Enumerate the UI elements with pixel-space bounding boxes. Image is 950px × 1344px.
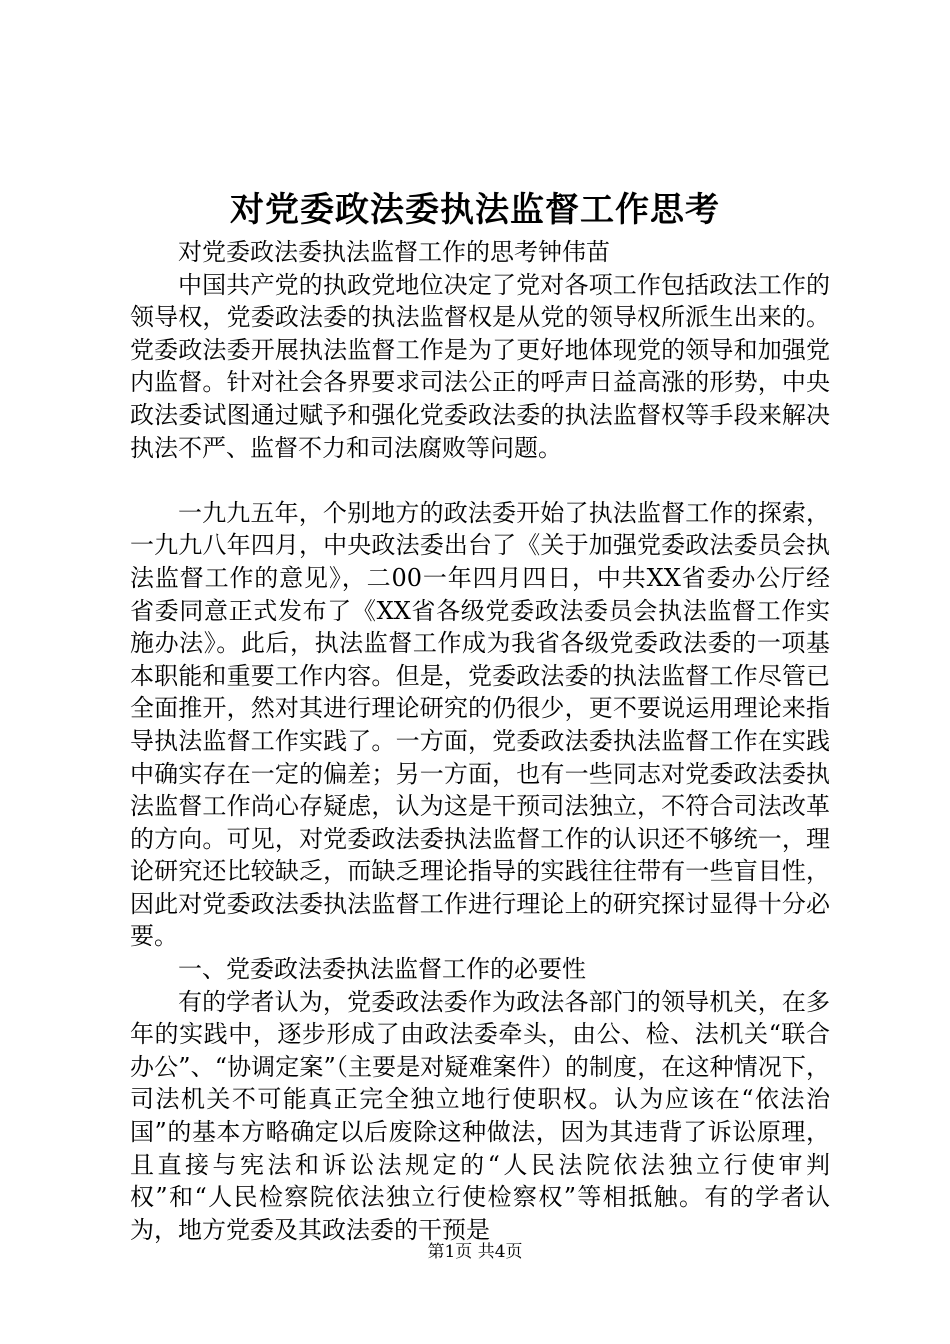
paragraph-scholars: 有的学者认为，党委政法委作为政法各部门的领导机关，在多年的实践中，逐步形成了由政法委牵头，由公、检、法机关“联合办公”、“协调定案”（主要是对疑难案件）的制度，在这种情况下，司法机关不可能真正完全独立地行使职权。认为应该在“依法治国”的基本方略确定以后废除这种做法，因为其违背了诉讼原理，且直接与宪法和诉讼法规定的“人民法院依法独立行使审判权”和“人民检察院依法独立行使检察权”等相抵触。有的学者认为，地方党委及其政法委的干预是 bbox=[130, 987, 830, 1244]
author-line: 对党委政法委执法监督工作的思考钟伟苗 bbox=[178, 238, 610, 266]
document-title: 对党委政法委执法监督工作思考 bbox=[230, 190, 720, 230]
paragraph-history: 一九九五年，个别地方的政法委开始了执法监督工作的探索，一九九八年四月，中央政法委出台了《关于加强党委政法委员会执法监督工作的意见》，二00一年四月四日，中共XX省委办公厅经省委同意正式发布了《XX省各级党委政法委员会执法监督工作实施办法》。此后，执法监督工作成为我省各级党委政法委的一项基本职能和重要工作内容。但是，党委政法委的执法监督工作尽管已全面推开，然对其进行理论研究的仍很少，更不要说运用理论来指导执法监督工作实践了。一方面，党委政法委执法监督工作在实践中确实存在一定的偏差；另一方面，也有一些同志对党委政法委执法监督工作尚心存疑虑，认为这是干预司法独立，不符合司法改革的方向。可见，对党委政法委执法监督工作的认识还不够统一，理论研究还比较缺乏，而缺乏理论指导的实践往往带有一些盲目性，因此对党委政法委执法监督工作进行理论上的研究探讨显得十分必要。 bbox=[130, 498, 830, 951]
section-heading: 一、党委政法委执法监督工作的必要性 bbox=[178, 955, 586, 984]
document-body bbox=[130, 236, 830, 1246]
paragraph-intro: 中国共产党的执政党地位决定了党对各项工作包括政法工作的领导权，党委政法委的执法监督权是从党的领导权所派生出来的。党委政法委开展执法监督工作是为了更好地体现党的领导和加强党内监督。针对社会各界要求司法公正的呼声日益高涨的形势，中央政法委试图通过赋予和强化党委政法委的执法监督权等手段来解决执法不严、监督不力和司法腐败等问题。 bbox=[130, 270, 830, 462]
page-number: 第1页 共4页 bbox=[427, 1242, 523, 1262]
